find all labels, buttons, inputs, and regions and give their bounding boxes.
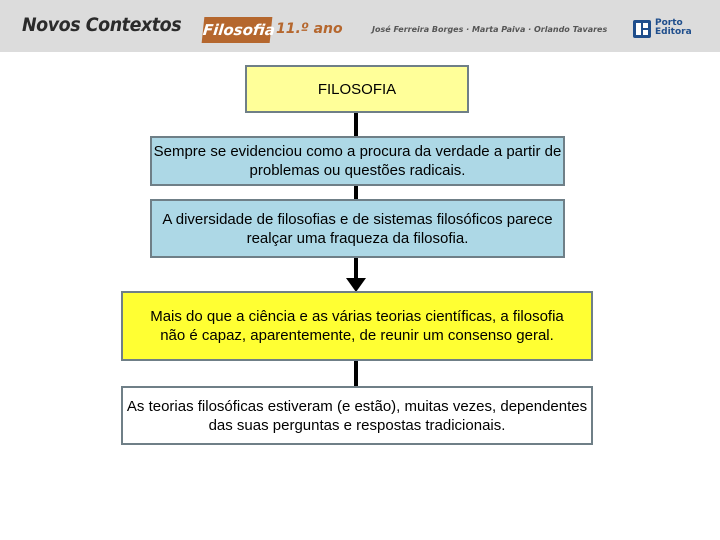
- diagram-node-2: [150, 199, 565, 258]
- connector-title-node1: [354, 113, 358, 137]
- authors-line: José Ferreira Borges · Marta Paiva · Orlando Tavares: [372, 25, 608, 34]
- diagram-node-4-text: As teorias filosóficas estiveram (e estão), muitas vezes, dependentes das suas perguntas e respostas tradicionais.: [126, 397, 588, 434]
- diagram-title-box: [245, 65, 469, 113]
- grade-label: 11.º ano: [276, 21, 343, 37]
- diagram-node-1-text: Sempre se evidenciou como a procura da verdade a partir de problemas ou questões radicais.: [153, 143, 562, 179]
- porto-editora-logo-icon: [633, 20, 651, 38]
- brand-title: Novos Contextos: [22, 14, 182, 36]
- connector-node1-node2: [354, 185, 358, 200]
- diagram-node-4: [121, 386, 593, 445]
- diagram-node-3-text: Mais do que a ciência e as várias teorias científicas, a filosofia não é capaz, aparentemente, de reunir um consenso geral.: [150, 308, 564, 344]
- diagram-title: FILOSOFIA: [317, 80, 397, 98]
- connector-node3-node4: [354, 360, 358, 387]
- publisher-line-2: Editora: [655, 27, 692, 37]
- diagram-node-3: [121, 291, 593, 361]
- diagram-node-2-text: A diversidade de filosofias e de sistemas filosóficos parece realçar uma fraqueza da filosofia.: [162, 210, 553, 247]
- header-bar: [0, 0, 720, 52]
- arrow-down-icon: [346, 278, 366, 292]
- publisher-name: [655, 19, 695, 37]
- subject-tag: Filosofia: [202, 17, 273, 43]
- diagram-node-1: [150, 136, 565, 186]
- publisher-line-1: Porto: [655, 18, 683, 28]
